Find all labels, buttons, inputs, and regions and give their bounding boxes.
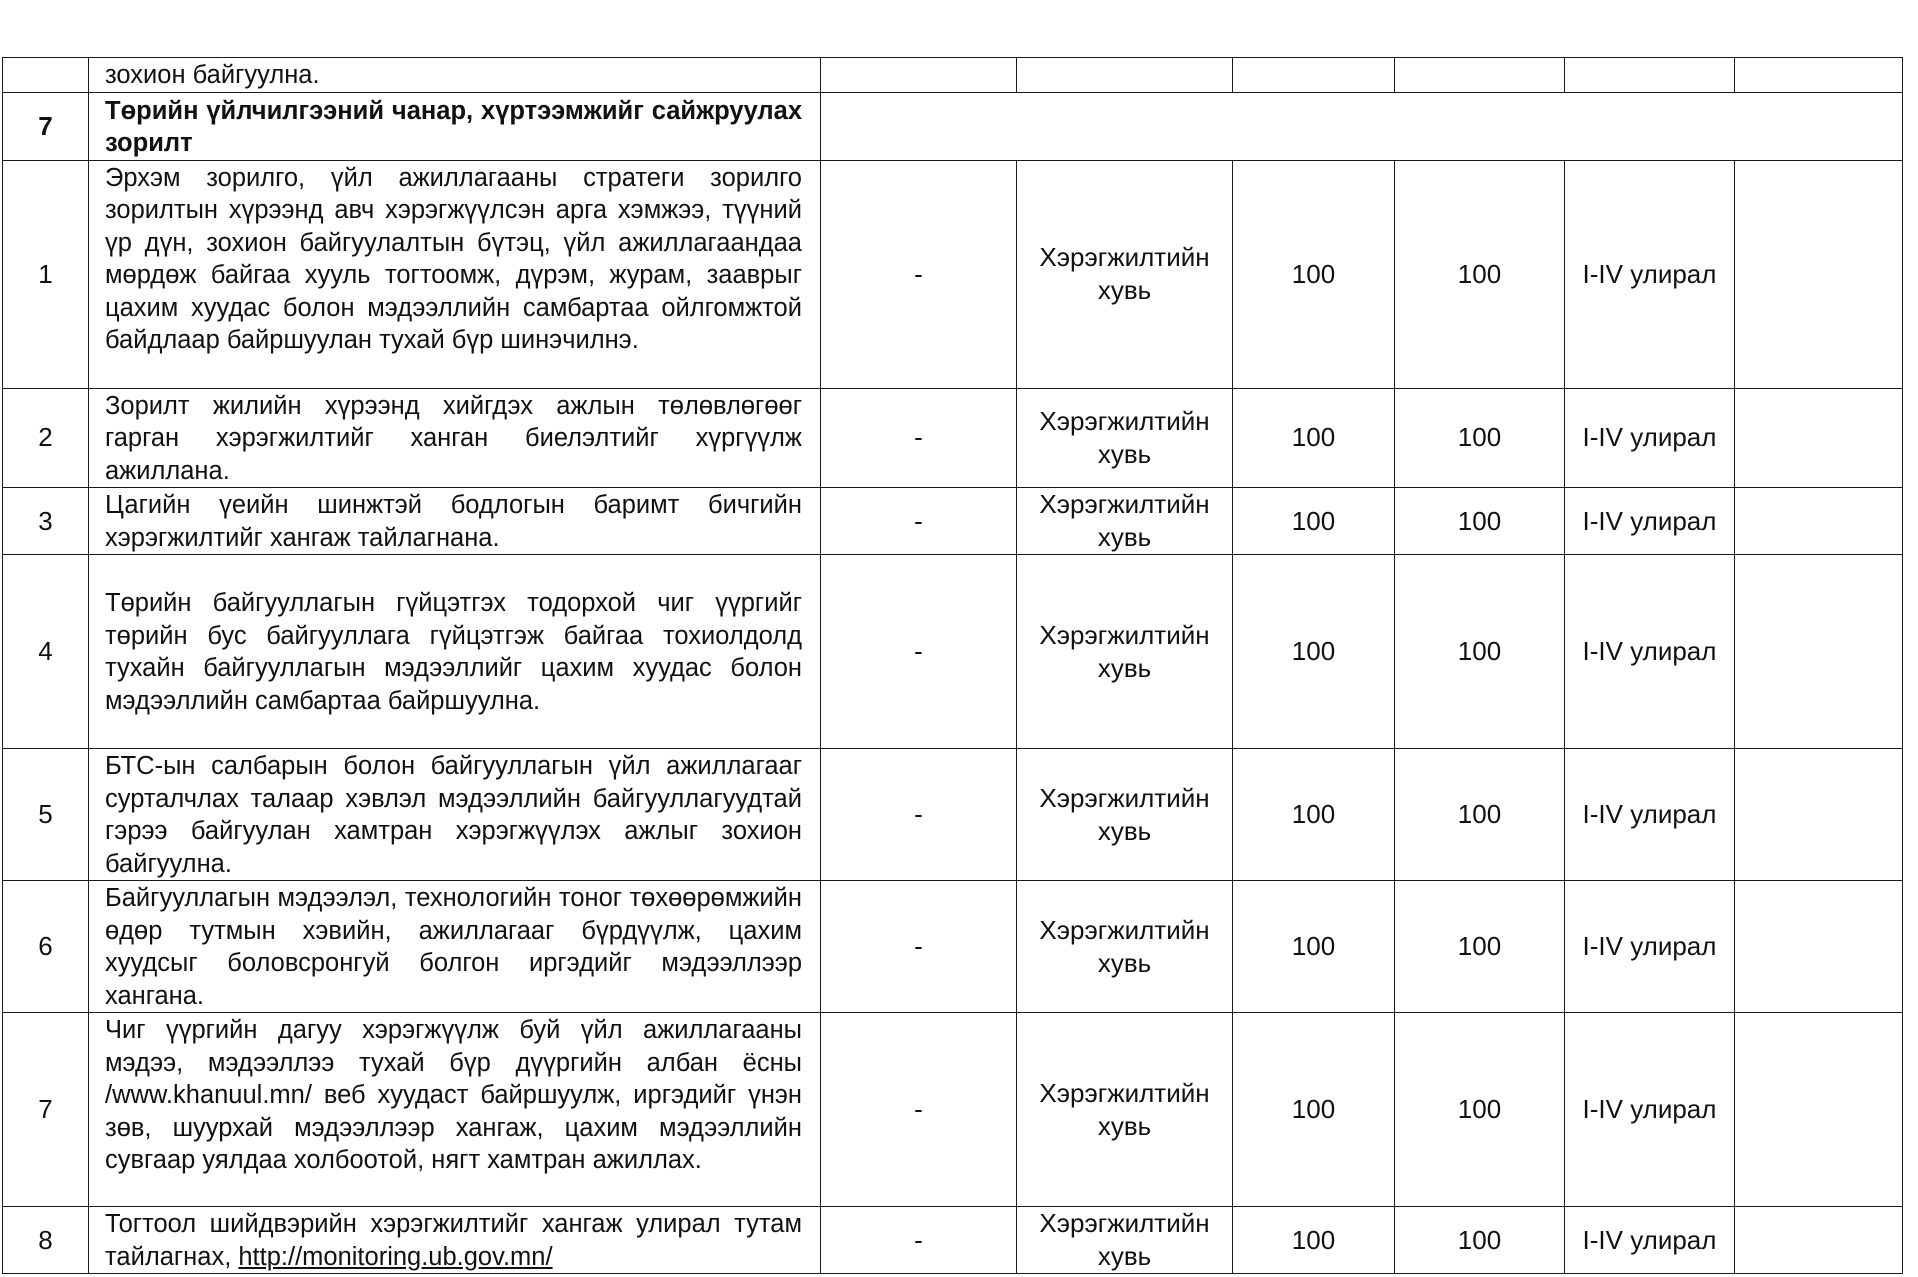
target-value: 100 [1395, 1207, 1565, 1274]
baseline-cell: - [821, 1013, 1017, 1207]
period-cell: I-IV улирал [1565, 388, 1735, 488]
row-description: Эрхэм зорилго, үйл ажиллагааны стратеги зорилго зорилтын хүрээнд авч хэрэгжүүлсэн арга хэмжээ, түүний үр дүн, зохион байгуулалтын бүтэц, үйл ажиллагаандаа мөрдөж байгаа хууль тогтоомж, дүрэм, журам, зааврыг цахим хуудас болон мэдээллийн самбартаа ойлгомжтой байдлаар байршуулан тухай бүр шинэчилнэ. [89, 160, 821, 388]
baseline-cell: - [821, 555, 1017, 749]
baseline-cell: - [821, 388, 1017, 488]
target-value: 100 [1233, 488, 1395, 555]
target-value: 100 [1233, 881, 1395, 1013]
row-description: Байгууллагын мэдээлэл, технологийн тоног төхөөрөмжийн өдөр тутмын хэвийн, ажиллагааг бүрдүүлж, цахим хуудсыг боловсронгуй болгон иргэдийг мэдээллээр хангана. [89, 881, 821, 1013]
indicator-unit: Хэрэгжилтийн хувь [1017, 1013, 1233, 1207]
target-value: 100 [1233, 1013, 1395, 1207]
target-value: 100 [1233, 555, 1395, 749]
section-header-row [3, 92, 1903, 160]
target-value: 100 [1233, 1207, 1395, 1274]
target-value: 100 [1233, 388, 1395, 488]
indicator-unit: Хэрэгжилтийн хувь [1017, 160, 1233, 388]
indicator-unit: Хэрэгжилтийн хувь [1017, 749, 1233, 881]
indicator-unit: Хэрэгжилтийн хувь [1017, 388, 1233, 488]
section-title: Төрийн үйлчилгээний чанар, хүртээмжийг сайжруулах зорилт [89, 92, 821, 160]
row-number: 2 [3, 388, 89, 488]
row-number: 7 [3, 1013, 89, 1207]
indicator-unit: Хэрэгжилтийн хувь [1017, 881, 1233, 1013]
baseline-cell: - [821, 749, 1017, 881]
row-description: Зорилт жилийн хүрээнд хийгдэх ажлын төлөвлөгөөг гарган хэрэгжилтийг ханган биелэлтийг хүргүүлж ажиллана. [89, 388, 821, 488]
plan-table [2, 57, 1903, 1274]
table-row [3, 749, 1903, 881]
target-value: 100 [1395, 555, 1565, 749]
baseline-cell: - [821, 881, 1017, 1013]
table-row [3, 1013, 1903, 1207]
period-cell: I-IV улирал [1565, 160, 1735, 388]
table-row [3, 160, 1903, 388]
row-number: 3 [3, 488, 89, 555]
row-number: 8 [3, 1207, 89, 1274]
indicator-unit: Хэрэгжилтийн хувь [1017, 488, 1233, 555]
target-value: 100 [1395, 1013, 1565, 1207]
table-row [3, 58, 1903, 93]
monitoring-link[interactable]: http://monitoring.ub.gov.mn/ [238, 1242, 553, 1271]
table-row [3, 555, 1903, 749]
period-cell: I-IV улирал [1565, 749, 1735, 881]
row-description: Цагийн үеийн шинжтэй бодлогын баримт бичгийн хэрэгжилтийг хангаж тайлагнана. [89, 488, 821, 555]
target-value: 100 [1395, 388, 1565, 488]
target-value: 100 [1395, 488, 1565, 555]
table-row [3, 1207, 1903, 1274]
target-value: 100 [1395, 881, 1565, 1013]
row-description: Чиг үүргийн дагуу хэрэгжүүлж буй үйл ажиллагааны мэдээ, мэдээллээ тухай бүр дүүргийн албан ёсны /www.khanuul.mn/ веб хуудаст байршуулж, иргэдийг үнэн зөв, шуурхай мэдээллээр хангаж, цахим мэдээллийн сувгаар уялдаа холбоотой, нягт хамтран ажиллах. [89, 1013, 821, 1207]
period-cell: I-IV улирал [1565, 1207, 1735, 1274]
period-cell: I-IV улирал [1565, 881, 1735, 1013]
period-cell: I-IV улирал [1565, 1013, 1735, 1207]
target-value: 100 [1233, 160, 1395, 388]
baseline-cell: - [821, 488, 1017, 555]
indicator-unit: Хэрэгжилтийн хувь [1017, 1207, 1233, 1274]
row-number: 4 [3, 555, 89, 749]
row-number: 5 [3, 749, 89, 881]
table-row [3, 881, 1903, 1013]
indicator-unit: Хэрэгжилтийн хувь [1017, 555, 1233, 749]
target-value: 100 [1395, 160, 1565, 388]
table-row [3, 388, 1903, 488]
period-cell: I-IV улирал [1565, 488, 1735, 555]
row-number: 1 [3, 160, 89, 388]
table-row [3, 488, 1903, 555]
row-description [89, 1207, 821, 1274]
period-cell: I-IV улирал [1565, 555, 1735, 749]
target-value: 100 [1395, 749, 1565, 881]
section-number: 7 [3, 92, 89, 160]
row-description-text: Тогтоол шийдвэрийн хэрэгжилтийг хангаж улирал тутам тайлагнах, [105, 1210, 802, 1271]
row-description: БТС-ын салбарын болон байгууллагын үйл ажиллагааг сурталчлах талаар хэвлэл мэдээллийн байгууллагуудтай гэрээ байгуулан хамтран хэрэгжүүлэх ажлыг зохион байгуулна. [89, 749, 821, 881]
target-value: 100 [1233, 749, 1395, 881]
baseline-cell: - [821, 160, 1017, 388]
baseline-cell: - [821, 1207, 1017, 1274]
row-description: Төрийн байгууллагын гүйцэтгэх тодорхой чиг үүргийг төрийн бус байгууллага гүйцэтгэж байгаа тохиолдолд тухайн байгууллагын мэдээллийг цахим хуудас болон мэдээллийн самбартаа байршуулна. [89, 555, 821, 749]
row-description: зохион байгуулна. [89, 58, 821, 93]
row-number: 6 [3, 881, 89, 1013]
